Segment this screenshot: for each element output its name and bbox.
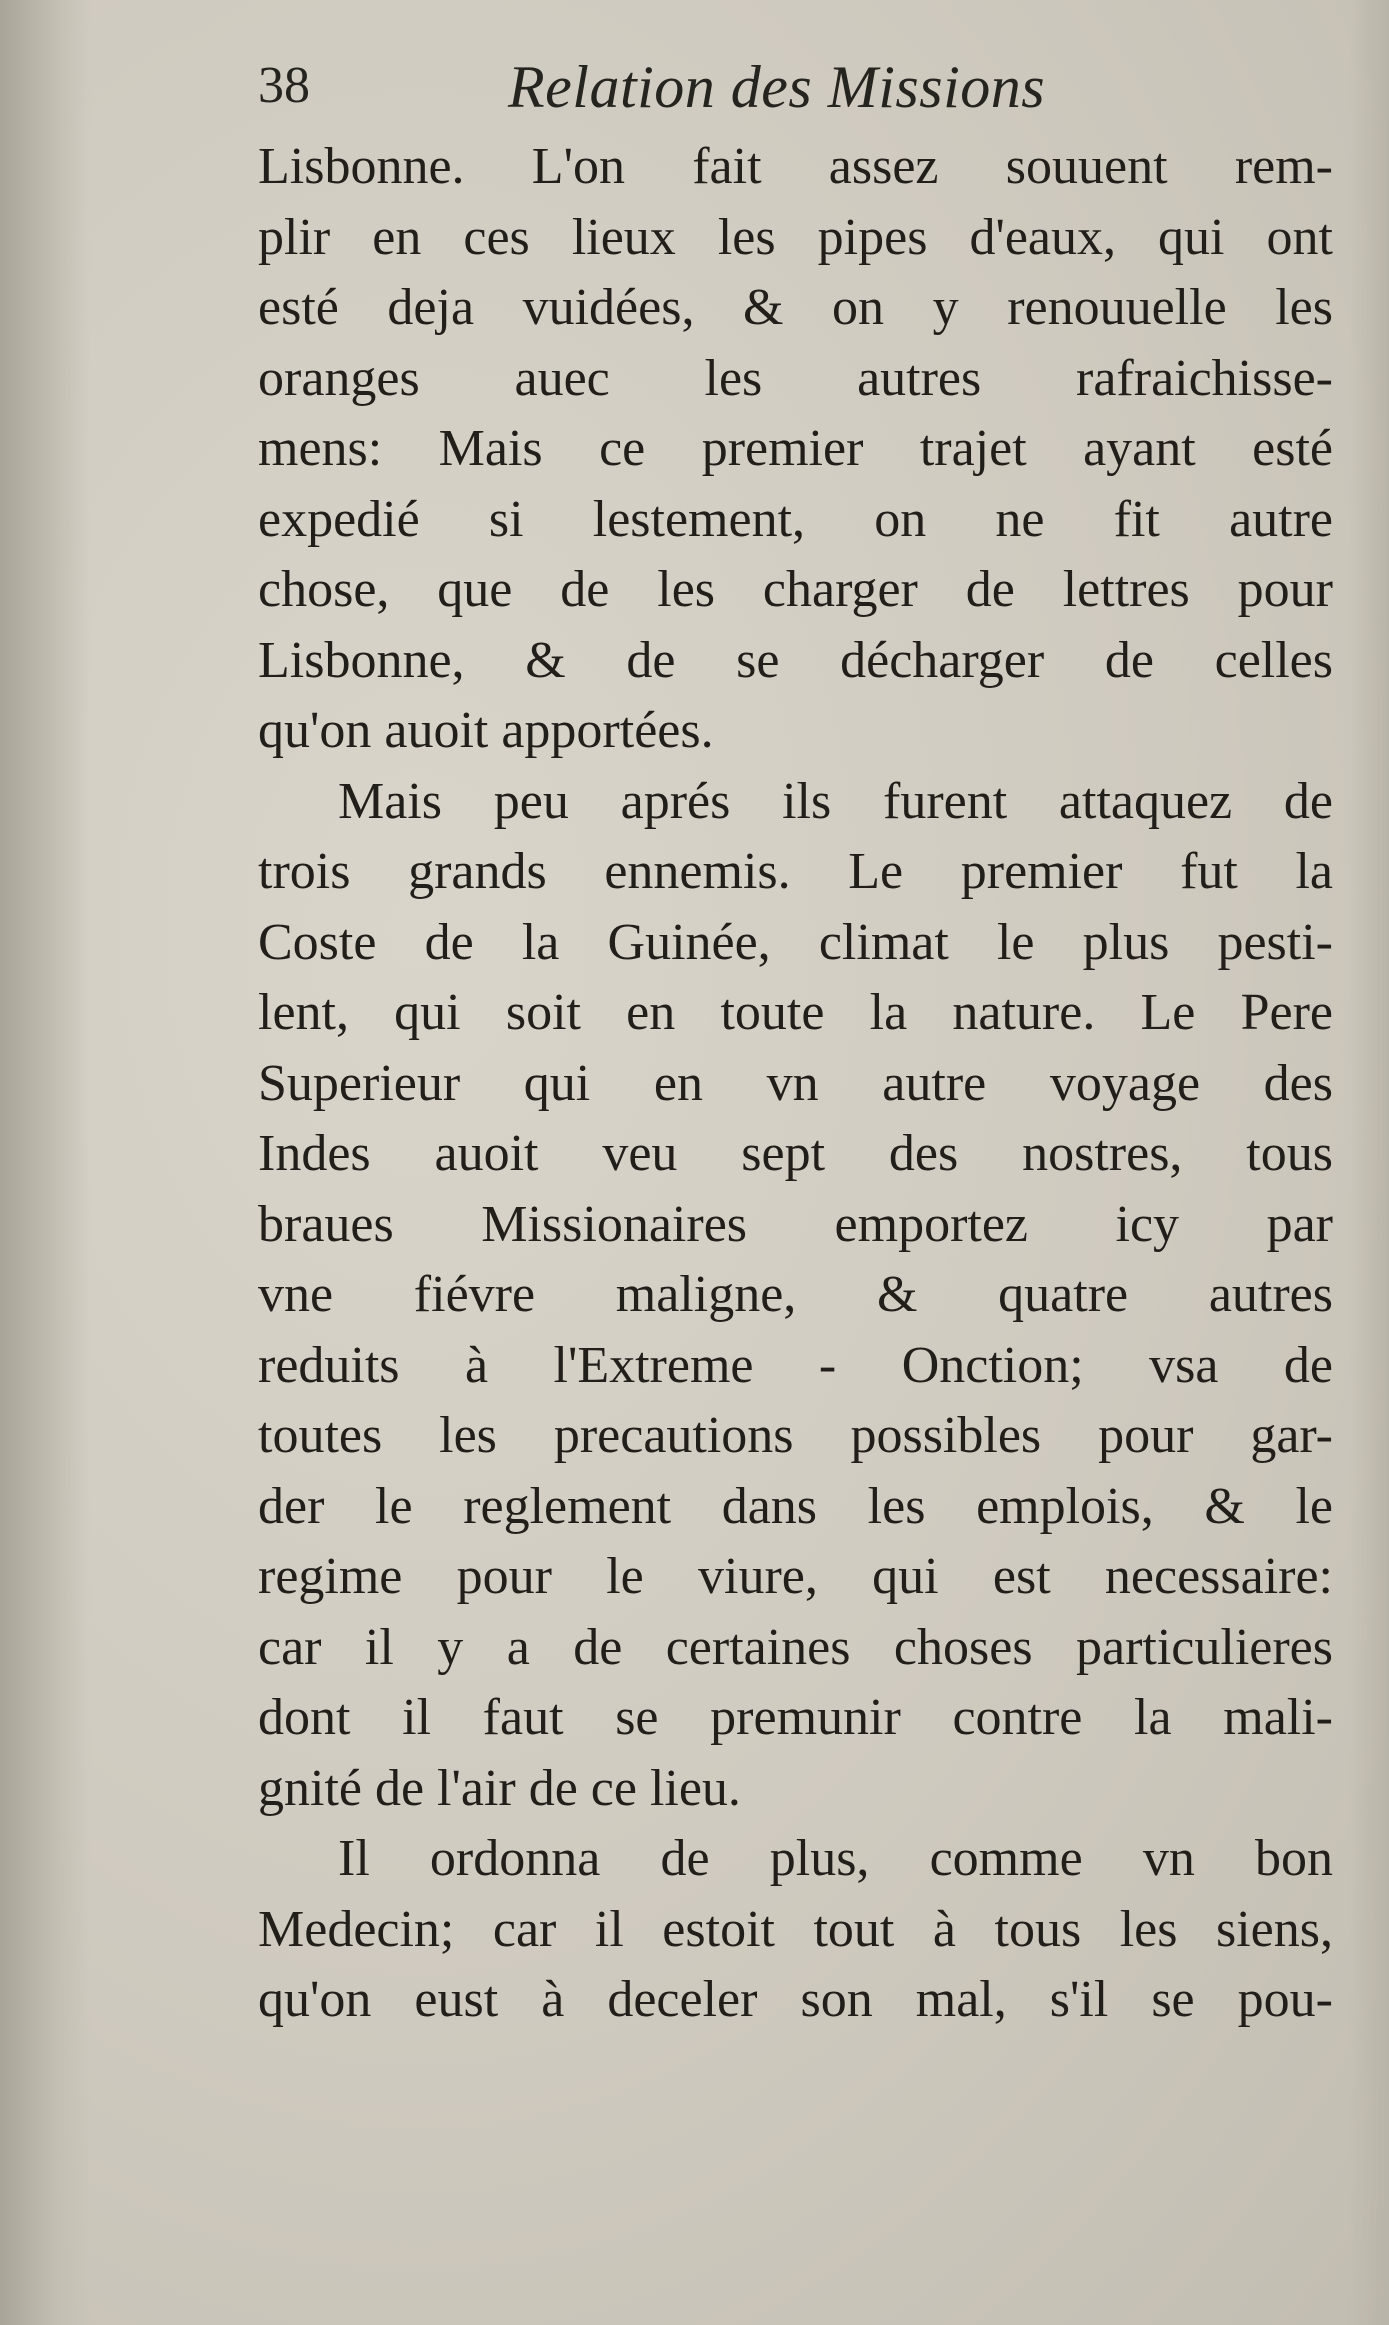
page-edge-shadow — [1349, 0, 1389, 2325]
text-line: esté deja vuidées, & on y renouuelle les — [258, 279, 1333, 336]
text-line: trois grands ennemis. Le premier fut la — [258, 843, 1333, 900]
text-line: Il ordonna de plus, comme vn bon — [338, 1830, 1333, 1887]
text-line: Superieur qui en vn autre voyage des — [258, 1054, 1333, 1112]
paragraph — [258, 767, 1333, 1825]
text-line: plir en ces lieux les pipes d'eaux, qui ont — [258, 208, 1333, 266]
text-line: Coste de la Guinée, climat le plus pesti- — [258, 913, 1333, 971]
text-line: dont il faut se premunir contre la mali- — [258, 1689, 1333, 1746]
text-line: expedié si lestement, on ne fit autre — [258, 490, 1333, 548]
text-line: oranges auec les autres rafraichisse- — [258, 349, 1333, 407]
paragraph — [258, 1824, 1333, 2036]
text-line: vne fiévre maligne, & quatre autres — [258, 1266, 1333, 1323]
page-number: 38 — [258, 57, 310, 114]
running-head: Relation des Missions — [508, 54, 1046, 120]
text-line: gnité de l'air de ce lieu. — [258, 1759, 741, 1817]
page-header — [258, 48, 1318, 128]
text-line: chose, que de les charger de lettres pour — [258, 561, 1333, 618]
text-line: qu'on auoit apportées. — [258, 702, 714, 759]
text-line: Medecin; car il estoit tout à tous les siens, — [258, 1900, 1333, 1958]
text-line: der le reglement dans les emplois, & le — [258, 1477, 1333, 1535]
text-line: toutes les precautions possibles pour gar- — [258, 1407, 1333, 1464]
text-line: Lisbonne. L'on fait assez souuent rem- — [258, 138, 1333, 195]
text-line: Indes auoit veu sept des nostres, tous — [258, 1125, 1333, 1182]
text-line: car il y a de certaines choses particulieres — [258, 1618, 1333, 1676]
text-line: reduits à l'Extreme - Onction; vsa de — [258, 1336, 1333, 1394]
text-line: braues Missionaires emportez icy par — [258, 1195, 1333, 1253]
text-line: Mais peu aprés ils furent attaquez de — [338, 772, 1333, 830]
body-text — [258, 132, 1333, 2036]
text-line: qu'on eust à deceler son mal, s'il se pou- — [258, 1971, 1333, 2028]
text-line: lent, qui soit en toute la nature. Le Pere — [258, 984, 1333, 1041]
text-line: mens: Mais ce premier trajet ayant esté — [258, 420, 1333, 477]
gutter-shadow — [0, 0, 90, 2325]
text-line: regime pour le viure, qui est necessaire: — [258, 1548, 1333, 1605]
paragraph — [258, 132, 1333, 767]
text-line: Lisbonne, & de se décharger de celles — [258, 631, 1333, 689]
